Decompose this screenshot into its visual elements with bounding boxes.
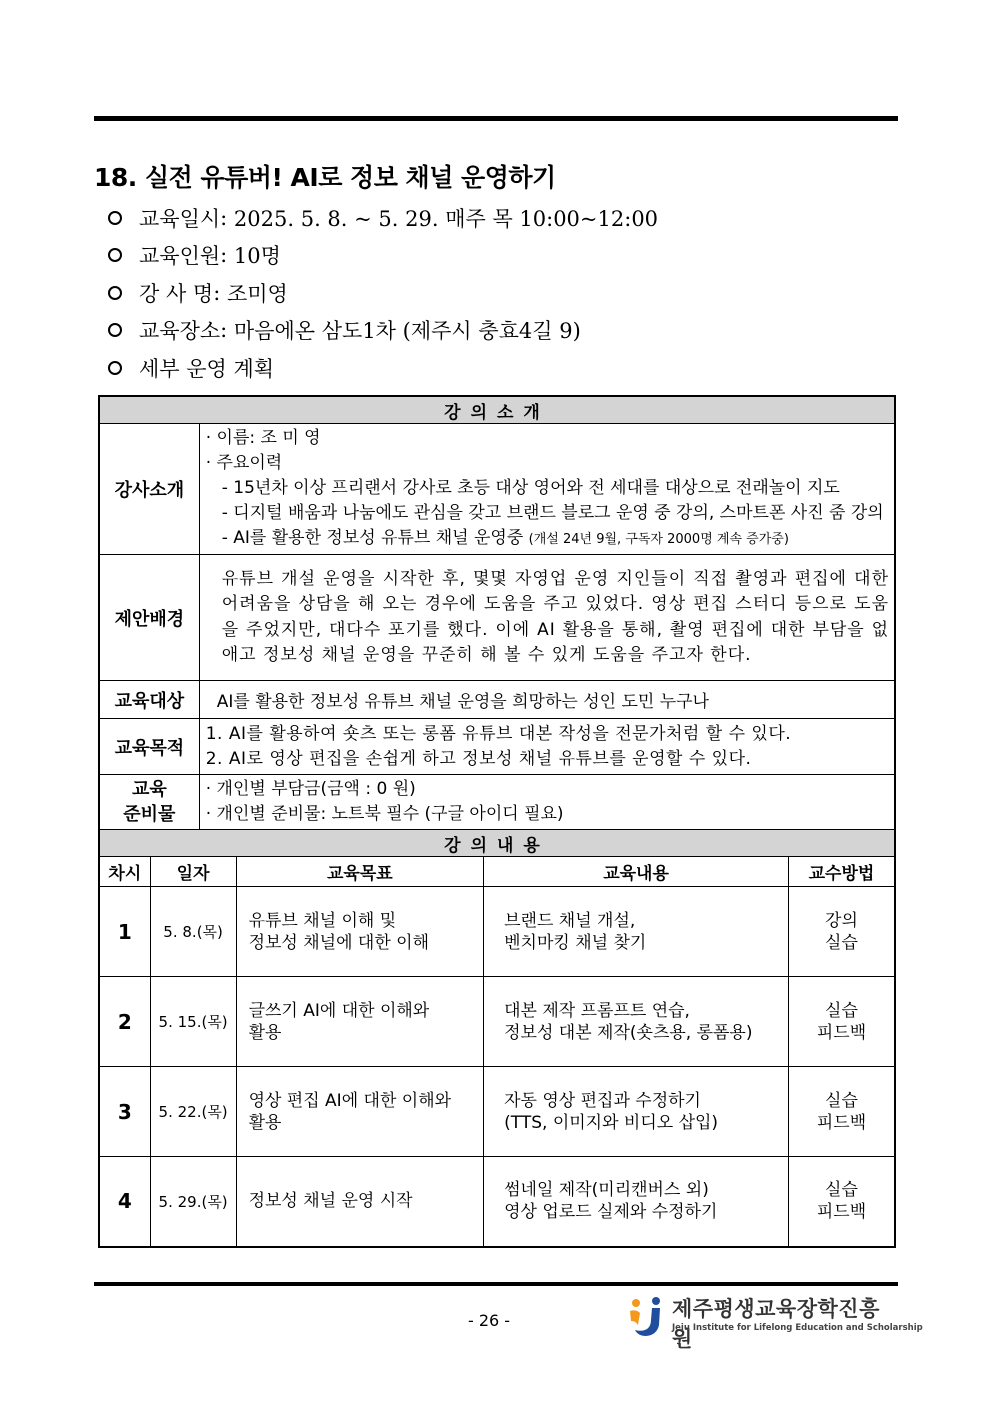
- session-date: 5. 8.(목): [150, 887, 236, 977]
- prep-label-line: 준비물: [123, 804, 176, 825]
- org-logo: [626, 1293, 923, 1351]
- method-line: 강의: [825, 910, 858, 931]
- goal-line: 정보성 채널에 대한 이해: [248, 932, 429, 953]
- circle-bullet-icon: [108, 323, 122, 337]
- goal-line: 유튜브 채널 이해 및: [248, 910, 397, 931]
- info-item-instructor: 강 사 명 : 조미영: [108, 274, 658, 312]
- goal-item: 1. AI를 활용하여 숏츠 또는 롱폼 유튜브 대본 작성을 전문가처럼 할 수 있다.: [205, 723, 792, 744]
- career-item: - 디지털 배움과 나눔에도 관심을 갖고 브랜드 블로그 운영 중 강의, 스마트폰 사진 줌 강의: [221, 503, 884, 523]
- session-method: [788, 1067, 895, 1157]
- content-line: 자동 영상 편집과 수정하기: [504, 1090, 701, 1111]
- course-table: [98, 395, 896, 1248]
- col-header-content: 교육내용: [484, 857, 789, 887]
- method-line: 피드백: [816, 1112, 867, 1133]
- instructor-content: [199, 424, 895, 555]
- content-line: 썸네일 제작(미리캔버스 외): [504, 1180, 709, 1201]
- section-content-title: 강의내용: [99, 830, 895, 857]
- top-rule: [94, 116, 898, 121]
- info-label: 강 사 명: [139, 281, 214, 306]
- method-line: 실습: [825, 1000, 858, 1021]
- info-label: 세부 운영 계획: [139, 356, 275, 381]
- session-date: 5. 29.(목): [150, 1157, 236, 1247]
- goal-line: 영상 편집 AI에 대한 이해와: [248, 1090, 452, 1111]
- target-text: AI를 활용한 정보성 유튜브 채널 운영을 희망하는 성인 도민 누구나: [199, 681, 895, 719]
- goal-line: 활용: [248, 1112, 282, 1133]
- org-name-korean: 제주평생교육장학진흥원: [672, 1297, 880, 1351]
- instructor-label: 강사소개: [99, 424, 199, 555]
- session-goal: [236, 1067, 484, 1157]
- career-item-note: (개설 24년 9월, 구독자 2000명 계속 증가중): [528, 532, 789, 547]
- col-header-goal: 교육목표: [236, 857, 484, 887]
- goal-content: [199, 719, 895, 775]
- session-goal: [236, 977, 484, 1067]
- goal-item: 2. AI로 영상 편집을 손쉽게 하고 정보성 채널 유튜브를 운영할 수 있다.: [205, 748, 752, 769]
- session-content: [484, 1157, 789, 1247]
- info-value: 10명: [233, 244, 281, 269]
- info-value: 2025. 5. 8. ~ 5. 29. 매주 목 10:00~12:00: [233, 206, 659, 231]
- content-line: 영상 업로드 실제와 수정하기: [504, 1202, 718, 1223]
- session-number: 3: [99, 1067, 150, 1157]
- instructor-career-heading: · 주요이력: [205, 453, 283, 473]
- career-item: - 15년차 이상 프리랜서 강사로 초등 대상 영어와 전 세대를 대상으로 전래놀이 지도: [221, 478, 840, 498]
- goal-line: 활용: [248, 1022, 282, 1043]
- col-header-method: 교수방법: [788, 857, 895, 887]
- target-label: 교육대상: [99, 681, 199, 719]
- info-item-plan: [108, 349, 658, 387]
- col-header-session: 차시: [99, 857, 150, 887]
- session-content: [484, 1067, 789, 1157]
- background-label: 제안배경: [99, 555, 199, 681]
- prep-label: [99, 775, 199, 830]
- info-item-capacity: 교육인원 : 10명: [108, 237, 658, 275]
- session-method: [788, 1157, 895, 1247]
- org-name-english: Jeju Institute for Lifelong Education and Scholarship: [672, 1323, 923, 1333]
- col-header-date: 일자: [150, 857, 236, 887]
- info-value: 마음에온 삼도1차 (제주시 충효4길 9): [233, 319, 581, 344]
- method-line: 실습: [825, 1090, 858, 1111]
- session-method: [788, 977, 895, 1067]
- circle-bullet-icon: [108, 361, 122, 375]
- table-row: [99, 1157, 895, 1247]
- session-date: 5. 15.(목): [150, 977, 236, 1067]
- session-number: 2: [99, 977, 150, 1067]
- circle-bullet-icon: [108, 286, 122, 300]
- content-line: 정보성 대본 제작(숏츠용, 롱폼용): [504, 1022, 753, 1043]
- background-text: 유튜브 개설 운영을 시작한 후, 몇몇 자영업 운영 지인들이 직접 촬영과 편집에 대한 어려움을 상담을 해 오는 경우에 도움을 주고 있었다. 영상 편집 스터디 등으로 도움을 주었지만, 대다수 포기를 했다. 이에 AI 활용을 통해, 촬영 편집에 대한 부담을 없애고 정보성 채널 운영을 꾸준히 해 볼 수 있게 도움을 주고자 한다.: [199, 555, 895, 681]
- table-row: [99, 1067, 895, 1157]
- session-number: 1: [99, 887, 150, 977]
- goal-line: 정보성 채널 운영 시작: [248, 1191, 413, 1212]
- page-number: - 26 -: [468, 1311, 511, 1330]
- section-intro-title: 강의소개: [99, 396, 895, 424]
- career-item: [206, 526, 888, 552]
- info-item-location: 교육장소 : 마음에온 삼도1차 (제주시 충효4길 9): [108, 312, 658, 350]
- session-content: [484, 977, 789, 1067]
- method-line: 피드백: [816, 1022, 867, 1043]
- session-goal: [236, 887, 484, 977]
- method-line: 실습: [825, 1180, 858, 1201]
- prep-label-line: 교육: [131, 779, 167, 800]
- bottom-rule: [94, 1282, 898, 1286]
- info-label: 교육인원: [139, 244, 221, 269]
- info-item-date: 교육일시 : 2025. 5. 8. ~ 5. 29. 매주 목 10:00~12:00: [108, 199, 658, 237]
- info-label: 교육일시: [139, 206, 221, 231]
- info-label: 교육장소: [139, 319, 221, 344]
- content-line: 브랜드 채널 개설,: [504, 910, 636, 931]
- content-line: (TTS, 이미지와 비디오 삽입): [504, 1112, 719, 1133]
- prep-content: [199, 775, 895, 830]
- session-goal: [236, 1157, 484, 1247]
- method-line: 실습: [825, 932, 858, 953]
- info-value: 조미영: [226, 281, 288, 306]
- session-date: 5. 22.(목): [150, 1067, 236, 1157]
- session-content: [484, 887, 789, 977]
- circle-bullet-icon: [108, 248, 122, 262]
- page-title: 18. 실전 유튜버! AI로 정보 채널 운영하기: [94, 163, 556, 192]
- table-row: [99, 887, 895, 977]
- session-number: 4: [99, 1157, 150, 1247]
- content-line: 벤치마킹 채널 찾기: [504, 932, 647, 953]
- prep-item: · 개인별 부담금(금액 : 0 원): [205, 779, 416, 799]
- prep-item: · 개인별 준비물: 노트북 필수 (구글 아이디 필요): [205, 804, 564, 824]
- circle-bullet-icon: [108, 211, 122, 225]
- instructor-name: · 이름: 조 미 영: [205, 428, 321, 448]
- career-item-text: - AI를 활용한 정보성 유튜브 채널 운영중: [221, 528, 524, 548]
- info-list: [108, 199, 658, 387]
- table-row: [99, 977, 895, 1067]
- goal-line: 글쓰기 AI에 대한 이해와: [248, 1000, 430, 1021]
- method-line: 피드백: [816, 1202, 867, 1223]
- content-line: 대본 제작 프롬프트 연습,: [504, 1000, 690, 1021]
- logo-mark-icon: [626, 1295, 666, 1337]
- goal-label: 교육목적: [99, 719, 199, 775]
- session-method: [788, 887, 895, 977]
